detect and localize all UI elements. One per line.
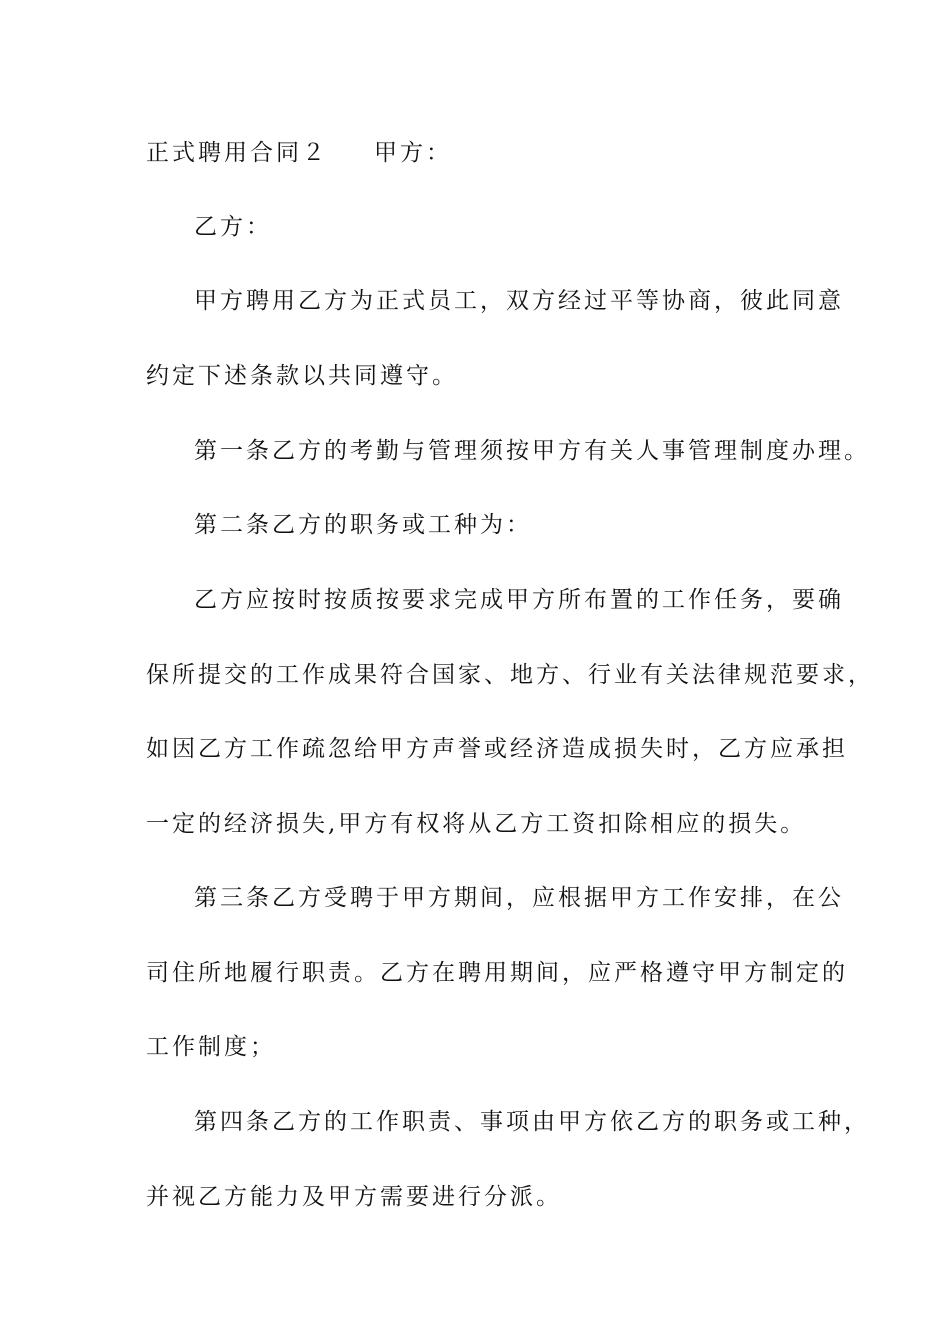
party-b-line: 乙方： — [194, 214, 272, 240]
party-a-label: 甲方： — [374, 140, 452, 166]
paragraph-line: 甲方聘用乙方为正式员工，双方经过平等协商，彼此同意 — [194, 288, 844, 314]
paragraph-line: 一定的经济损失,甲方有权将从乙方工资扣除相应的损失。 — [146, 811, 807, 837]
clause-3-line: 第三条乙方受聘于甲方期间，应根据甲方工作安排，在公 — [194, 885, 844, 911]
title-line — [146, 138, 826, 168]
paragraph-line: 约定下述条款以共同遵守。 — [146, 363, 458, 389]
paragraph-line: 司住所地履行职责。乙方在聘用期间，应严格遵守甲方制定的 — [146, 960, 848, 986]
document-title: 正式聘用合同２ — [146, 140, 328, 166]
paragraph-line: 工作制度； — [146, 1034, 276, 1060]
paragraph-line: 保所提交的工作成果符合国家、地方、行业有关法律规范要求， — [146, 662, 874, 688]
paragraph-line: 如因乙方工作疏忽给甲方声誉或经济造成损失时，乙方应承担 — [146, 736, 848, 762]
clause-1-line: 第一条乙方的考勤与管理须按甲方有关人事管理制度办理。 — [194, 438, 870, 464]
clause-4-line: 第四条乙方的工作职责、事项由甲方依乙方的职务或工种， — [194, 1109, 870, 1135]
paragraph-line: 并视乙方能力及甲方需要进行分派。 — [146, 1184, 562, 1210]
paragraph-line: 乙方应按时按质按要求完成甲方所布置的工作任务，要确 — [194, 587, 844, 613]
clause-2-line: 第二条乙方的职务或工种为： — [194, 512, 532, 538]
